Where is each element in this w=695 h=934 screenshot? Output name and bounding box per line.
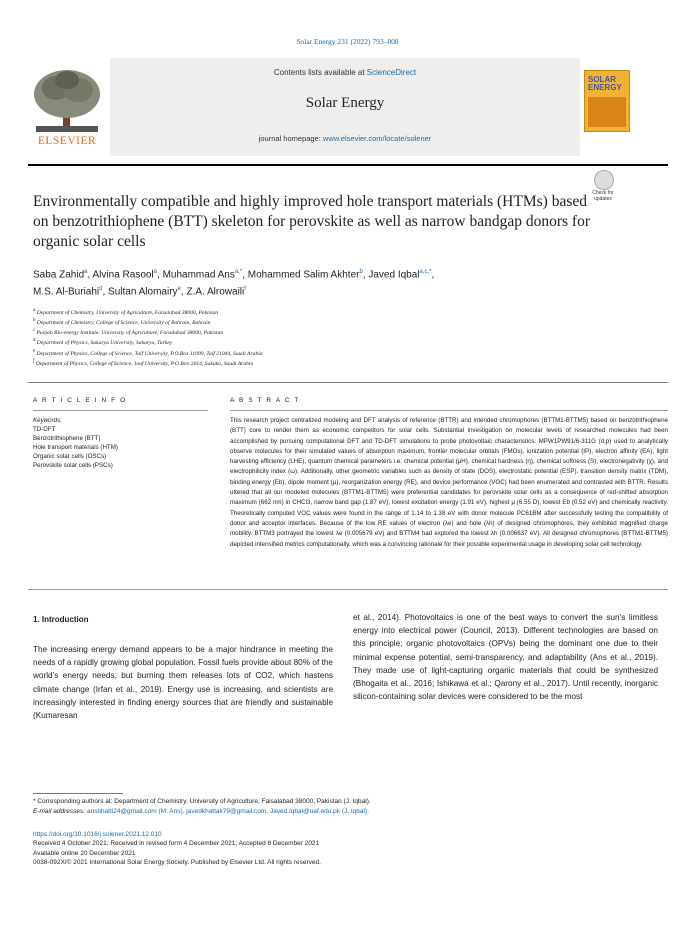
author-list: Saba Zahid$^a$, Alvina Rasool$^a$, Muhammad Ans$^{a,*}$, Mohammed Salim Akhter$^b$, Javed Iqbal$^{a,c,*}$, M.S. Al-Buriahi$^d$, Sultan Alomairy$^e$, Z.A. Alrowaili$^f$: [33, 269, 435, 298]
body-column-right: et al., 2014). Photovoltaics is one of the best ways to convert the sun’s limitless energy into electrical power (Council, 2013). Different technologies are based on this principle; organic photovoltaics (OPVs) being the dominant one due to their minimal expense potential, semi-transparency, and adaptability (Ans et al., 2019). They made use of light-capturing organic materials that could be synthesized (Bhogaita et al., 2016; Ishikawa et al.; Qarony et al., 2017). Until recently, inorganic silicon-containing solar devices were considered to be the most: [353, 613, 658, 702]
received-dates: Received 4 October 2021; Received in revised form 4 December 2021; Accepted 8 December 2021: [33, 840, 320, 848]
email-addresses[interactable]: ansbhatti24@gmail.com (M. Ans), javedkhattak79@gmail.com, Javed.Iqbal@uaf.edu.pk (J. Iqbal).: [86, 807, 369, 815]
author-name[interactable]: Z.A. Alrowaili: [186, 286, 245, 298]
author-name[interactable]: Mohammed Salim Akhter: [247, 269, 360, 281]
doi-link[interactable]: https://doi.org/10.1016/j.solener.2021.12.010: [33, 831, 162, 838]
affiliation-letter: b: [33, 318, 36, 324]
keywords-label: Keywords:: [33, 417, 62, 424]
copyright: 0038-092X/© 2021 International Solar Energy Society. Published by Elsevier Ltd. All rights reserved.: [33, 859, 321, 867]
keyword: Hole transport materials (HTM): [33, 444, 118, 451]
affiliation-text: Department of Physics, College of Science, Taif University, P.O.Box 11099, Taif 21944, Saudi Arabia: [36, 350, 263, 357]
keywords-block: [33, 416, 213, 470]
homepage-prefix: journal homepage:: [258, 134, 323, 143]
footnote-rule: [33, 793, 123, 794]
body-column-left: The increasing energy demand appears to be a major hindrance in meeting the needs of a rapidly growing global population. Fossil fuels provide about 80% of the world’s energy needs, but burning them releases lots of CO2, which hastens climate change (Irfan et al., 2019). Energy use is increasing, and scientists are increasingly interested in finding energy sources that are friendly and sustainable (Kumaresan: [33, 645, 333, 721]
introduction-heading: 1. Introduction: [33, 615, 89, 624]
author-name[interactable]: Alvina Rasool: [92, 269, 154, 281]
author-affil[interactable]: a,*: [234, 269, 243, 275]
author-name[interactable]: Muhammad Ans: [162, 269, 235, 281]
affiliation-letter: a: [33, 308, 36, 313]
abstract-rule: [230, 410, 668, 411]
contents-line: [110, 68, 580, 77]
journal-homepage: [110, 134, 580, 143]
contents-prefix: Contents lists available at: [273, 68, 367, 77]
author-name[interactable]: M.S. Al-Buriahi: [33, 286, 100, 298]
affiliation-letter: f: [33, 358, 35, 364]
keyword: TD-DFT: [33, 426, 56, 433]
publication-info: [33, 830, 633, 868]
cover-image: [588, 97, 626, 127]
affiliation-text: Punjab Bio-energy Institute, University of Agriculture, Faisalabad 38000, Pakistan: [36, 330, 224, 337]
author-affil[interactable]: f: [244, 286, 246, 293]
affiliation-text: Department of Physics, Sakarya University, Sakarya, Turkey: [36, 340, 173, 347]
update-check-icon: [594, 170, 614, 190]
author-affil[interactable]: a,c,*: [419, 269, 432, 275]
corresponding-author-note: * Corresponding authors at: Department of Chemistry, University of Agriculture, Faisalabad 38000, Pakistan (J. Iqbal).: [33, 798, 371, 805]
affiliation: [33, 317, 633, 327]
author-affil[interactable]: d: [99, 286, 103, 293]
section-rule: [28, 382, 668, 383]
cover-title: SOLAR ENERGY: [588, 75, 622, 92]
affiliation: [33, 327, 633, 337]
author-name[interactable]: Saba Zahid: [33, 269, 85, 281]
author-affil[interactable]: a: [84, 269, 88, 275]
affiliations: [33, 307, 633, 368]
homepage-link[interactable]: www.elsevier.com/locate/solener: [322, 134, 432, 143]
keyword: Benzotrithiophene (BTT): [33, 435, 101, 442]
keyword: Organic solar cells (OSCs): [33, 453, 107, 460]
abstract-heading: A B S T R A C T: [230, 397, 300, 404]
elsevier-wordmark: ELSEVIER: [37, 135, 97, 147]
abstract-bottom-rule: [28, 589, 668, 590]
affiliation-text: Department of Chemistry, University of Agriculture, Faisalabad 38000, Pakistan: [36, 309, 219, 316]
journal-header-box: [110, 58, 580, 156]
author-affil[interactable]: e: [177, 286, 181, 293]
author-affil[interactable]: a: [153, 269, 158, 275]
badge-label: Check for updates: [592, 190, 614, 202]
footnotes: [33, 797, 633, 816]
affiliation-letter: d: [33, 338, 36, 344]
email-line: [33, 807, 633, 817]
affiliation-text: Department of Physics, College of Science, Jouf University, P.O.Box:2014, Sakaka, Saudi Arabia: [35, 360, 254, 367]
affiliation: [33, 348, 633, 358]
article-info-heading: A R T I C L E I N F O: [33, 397, 127, 404]
abstract-text: This research project centralized modeling and DFT analysis of reference (BTTR) and intended chromophores (BTTM1-BTTM5) based on benzotrithiophene (BTT) core to render them as economic competitors for solar cells. Substantial investigation on molecular levels of researched molecules had been accomplished by pursuing computational DFT and TD-DFT simulations to probe photovoltaic characteristics. MPW1PW91/6-311G (d,p) used to analytically observe molecules for their simulated values of absorption maximum, frontier molecular orbitals (FMOs), ionization potential (IP), electron affinity (EA), light harvesting efficiency (LHE), quantum chemical parameters i.e. chemical potential (μH), chemical hardness (η), chemical softness (S), electronegativity (χ), and electrophilicity index (ω). Additionally, other geometric variables such as density of state (DOS), electrostatic potential (ESP), transition density matrix (TDM), binding energy (Eb), dipole moment (μ), reorganization energy (RE), and device performance (VOC) had been enumerated and contrasted with BTTR. Results uttered that all our modeled molecules (BTTM1-BTTM5) were preferential candidates for perovskite solar cells as a consequence of red-shifted absorption maximum (662 nm) in CHCl3, narrow band gap (1.87 eV), lowest excitation energy (1.91 eV), highest μ (6.55 D), lowest Eb (0.52 eV) and chemically reactivity. Theoretically computed VOC values were found in the range of 1.14 to 1.38 eV with donor molecule PC61BM after successfully testing the compatibility of donor and acceptor interfaces. Because of the low RE values of electron (λe) and hole (λh) of designed chromophores, they exhibited magnified charge mobility. BTTM3 portrayed the lowest λe (0.005679 eV) and BTTM4 had explored the lowest λh (0.006637 eV). All designed chromophores (BTTM1-BTTM5) depicted intensified metrics computationally, which was a convincing rationale for their possible experimental usage in developing solar cell technology.: [230, 417, 668, 548]
article-title: Environmentally compatible and highly improved hole transport materials (HTMs) based on benzotrithiophene (BTT) skeleton for perovskite as well as narrow bandgap donors for organic solar cells: [33, 193, 590, 250]
affiliation-letter: c: [33, 328, 36, 334]
affiliation-letter: e: [33, 348, 36, 354]
author-name[interactable]: Javed Iqbal: [368, 269, 420, 281]
available-online: Available online 20 December 2021: [33, 849, 136, 857]
sciencedirect-link[interactable]: ScienceDirect: [366, 68, 417, 77]
journal-name: Solar Energy: [305, 95, 385, 111]
journal-masthead: [28, 58, 668, 156]
affiliation: [33, 337, 633, 347]
header-rule: [28, 164, 668, 166]
article-info-rule: [33, 410, 208, 411]
journal-cover-thumbnail[interactable]: [584, 70, 630, 132]
affiliation-text: Department of Chemistry, College of Science, University of Bahrain, Bahrain: [36, 320, 211, 327]
journal-reference[interactable]: Solar Energy 231 (2022) 793–808: [296, 37, 399, 46]
affiliation: [33, 358, 633, 368]
elsevier-tree-icon: [28, 68, 106, 136]
author-affil[interactable]: b: [359, 269, 363, 275]
affiliation: [33, 307, 633, 317]
email-label: E-mail addresses:: [33, 807, 86, 815]
keyword: Perovskite solar cells (PSCs): [33, 462, 113, 469]
author-name[interactable]: Sultan Alomairy: [108, 286, 178, 298]
